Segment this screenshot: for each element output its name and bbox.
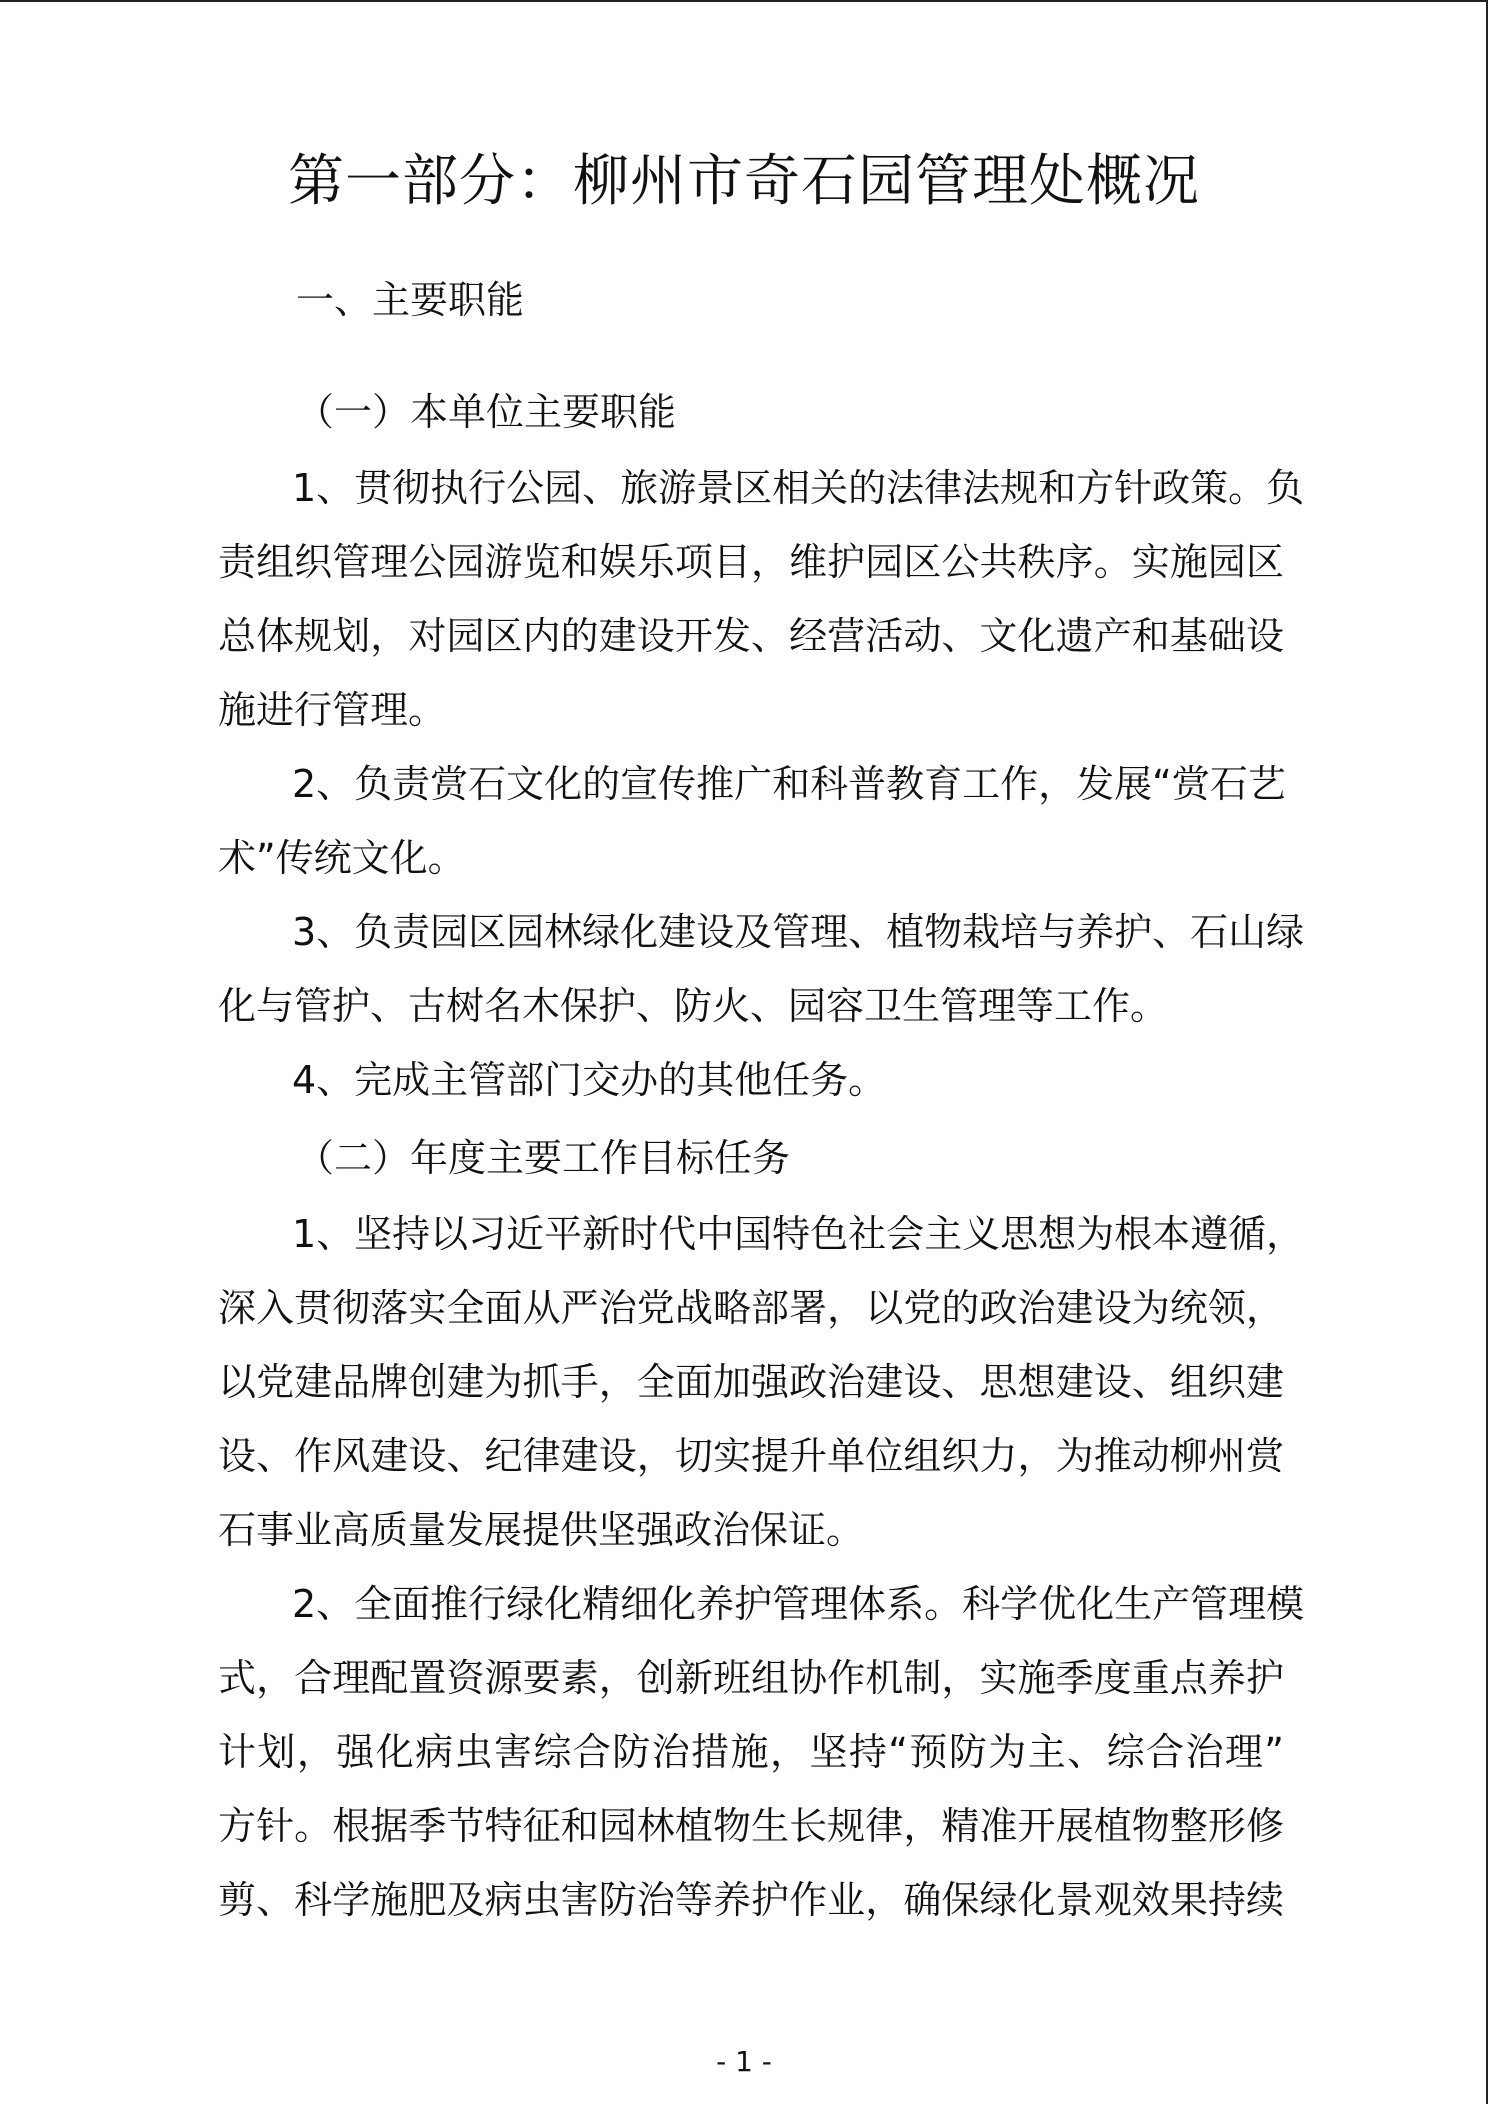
subsection-heading-2: （二）年度主要工作目标任务 [296, 1136, 791, 1180]
paragraph-line: 石事业高质量发展提供坚强政治保证。 [218, 1508, 865, 1552]
paragraph-line: 责组织管理公园游览和娱乐项目，维护园区公共秩序。实施园区 [218, 540, 1284, 584]
paragraph-line: 1、坚持以习近平新时代中国特色社会主义思想为根本遵循， [292, 1212, 1305, 1256]
paragraph-line: 2、负责赏石文化的宣传推广和科普教育工作，发展“赏石艺 [292, 762, 1286, 806]
document-title: 第一部分：柳州市奇石园管理处概况 [288, 149, 1200, 214]
paragraph-line: 设、作风建设、纪律建设，切实提升单位组织力，为推动柳州赏 [218, 1434, 1284, 1478]
paragraph-line: 式，合理配置资源要素，创新班组协作机制，实施季度重点养护 [218, 1656, 1284, 1700]
paragraph-line: 剪、科学施肥及病虫害防治等养护作业，确保绿化景观效果持续 [218, 1878, 1284, 1922]
paragraph-line: 总体规划，对园区内的建设开发、经营活动、文化遗产和基础设 [218, 614, 1284, 658]
subsection-heading-1: （一）本单位主要职能 [296, 390, 677, 434]
section-heading: 一、主要职能 [296, 278, 525, 322]
paragraph-line: 深入贯彻落实全面从严治党战略部署，以党的政治建设为统领， [218, 1286, 1284, 1330]
paragraph-line: 以党建品牌创建为抓手，全面加强政治建设、思想建设、组织建 [218, 1360, 1284, 1404]
paragraph-line: 化与管护、古树名木保护、防火、园容卫生管理等工作。 [218, 984, 1169, 1028]
paragraph-line: 术”传统文化。 [218, 836, 466, 880]
paragraph-line: 4、完成主管部门交办的其他任务。 [292, 1058, 887, 1102]
paragraph-line: 2、全面推行绿化精细化养护管理体系。科学优化生产管理模 [292, 1582, 1305, 1626]
paragraph-line: 计划，强化病虫害综合防治措施，坚持“预防为主、综合治理” [218, 1730, 1284, 1774]
paragraph-line: 施进行管理。 [218, 688, 447, 732]
paragraph-line: 方针。根据季节特征和园林植物生长规律，精准开展植物整形修 [218, 1804, 1284, 1848]
paragraph-line: 1、贯彻执行公园、旅游景区相关的法律法规和方针政策。负 [292, 466, 1305, 510]
paragraph-line: 3、负责园区园林绿化建设及管理、植物栽培与养护、石山绿 [292, 910, 1305, 954]
page-number: - 1 - [716, 2045, 772, 2078]
